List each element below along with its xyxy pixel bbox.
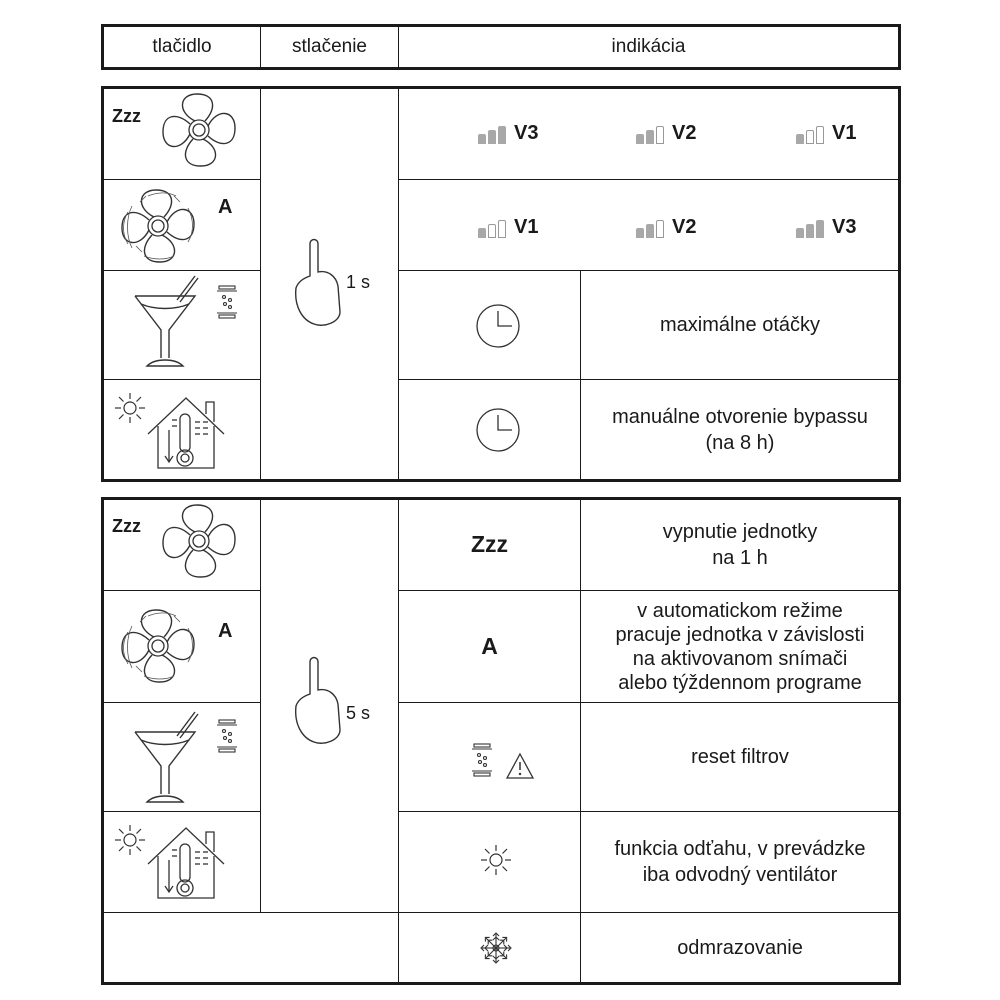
grid-line xyxy=(103,912,398,913)
level-label: V1 xyxy=(514,216,539,238)
grid-line xyxy=(103,702,260,703)
level-bars xyxy=(636,218,666,238)
level-bar xyxy=(478,228,486,238)
level-label: V3 xyxy=(514,122,539,144)
press-duration: 1 s xyxy=(346,272,371,292)
grid-line xyxy=(398,88,399,480)
fan-level xyxy=(478,216,538,239)
level-bar xyxy=(488,224,496,238)
level-bar xyxy=(656,126,664,144)
grid-line xyxy=(103,270,260,271)
indication-text: reset filtrov xyxy=(691,746,789,768)
grid-line xyxy=(103,179,260,180)
level-bar xyxy=(646,224,654,238)
level-bar xyxy=(806,130,814,144)
indication-text: vypnutie jednotky na 1 h xyxy=(662,521,818,569)
snowflake-icon xyxy=(0,0,1,1)
header-button: tlačidlo xyxy=(152,36,212,57)
grid-line xyxy=(260,88,261,480)
fan-level xyxy=(478,122,538,145)
level-bars xyxy=(796,124,826,144)
fan-level xyxy=(636,122,696,145)
fan-level xyxy=(796,216,856,239)
level-bars xyxy=(478,218,508,238)
indication-text: maximálne otáčky xyxy=(659,314,821,336)
press-duration: 5 s xyxy=(346,703,371,723)
grid-line xyxy=(103,379,260,380)
level-label: V2 xyxy=(672,122,697,144)
auto-label: A xyxy=(218,620,233,642)
grid-line xyxy=(103,811,260,812)
indication-text: odmrazovanie xyxy=(677,937,803,959)
level-bars xyxy=(478,124,508,144)
header-indication: indikácia xyxy=(611,36,686,57)
auto-label: A xyxy=(218,196,233,218)
level-bar xyxy=(498,126,506,144)
grid-line xyxy=(398,179,899,180)
level-bar xyxy=(816,126,824,144)
indication-text: v automatickom režime pracuje jednotka v závislosti na aktivovanom snímači alebo týždennom programe xyxy=(615,599,865,694)
level-bar xyxy=(636,134,644,144)
header-press: stlačenie xyxy=(292,36,367,57)
zzz-symbol: Zzz xyxy=(470,531,509,558)
level-bar xyxy=(806,224,814,238)
level-bar xyxy=(646,130,654,144)
fan-level xyxy=(636,216,696,239)
indication-text: funkcia odťahu, v prevádzke iba odvodný ventilátor xyxy=(614,838,866,886)
level-bar xyxy=(816,220,824,238)
zzz-label: Zzz xyxy=(112,106,141,126)
level-bar xyxy=(488,130,496,144)
zzz-label: Zzz xyxy=(112,516,141,536)
fan-level xyxy=(796,122,856,145)
indication-text: manuálne otvorenie bypassu (na 8 h) xyxy=(612,406,868,454)
level-bars xyxy=(636,124,666,144)
level-bars xyxy=(796,218,826,238)
auto-symbol: A xyxy=(481,632,498,659)
level-bar xyxy=(498,220,506,238)
level-bar xyxy=(656,220,664,238)
level-label: V1 xyxy=(832,122,857,144)
grid-line xyxy=(260,499,261,912)
grid-line xyxy=(103,590,260,591)
level-bar xyxy=(636,228,644,238)
level-label: V2 xyxy=(672,216,697,238)
level-bar xyxy=(796,134,804,144)
level-bar xyxy=(796,228,804,238)
level-bar xyxy=(478,134,486,144)
level-label: V3 xyxy=(832,216,857,238)
